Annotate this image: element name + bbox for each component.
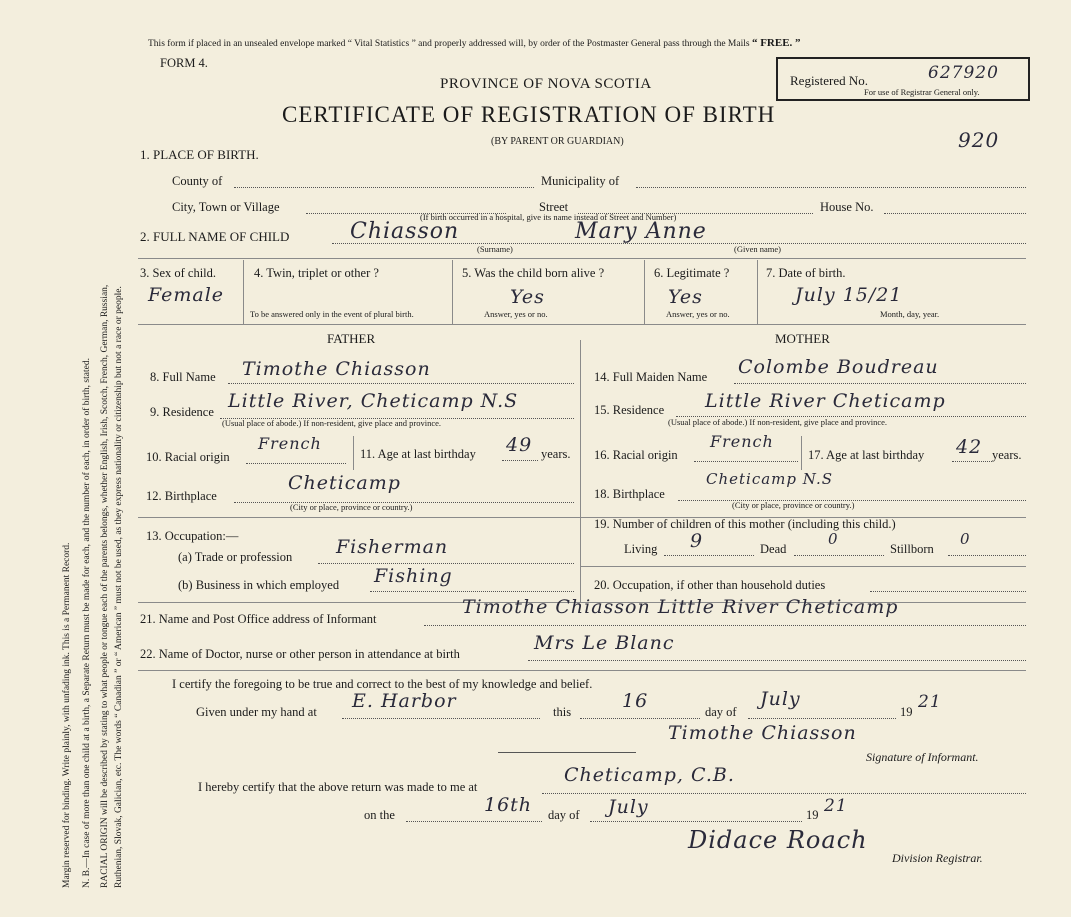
mother-residence-label: 15. Residence [594,403,665,417]
surname-caption: (Surname) [477,244,513,254]
child-given-value: Mary Anne [575,219,707,244]
registrar-month-value: July [608,796,649,818]
dob-note: Month, day, year. [880,309,940,319]
mother-name-label: 14. Full Maiden Name [594,370,708,384]
father-occupation-label: 13. Occupation:— [146,529,239,543]
sex-label: 3. Sex of child. [140,266,217,280]
informant-label: 21. Name and Post Office address of Informant [140,612,377,626]
registered-number: 627920 [928,63,999,83]
form-number: FORM 4. [160,56,208,70]
child-surname-value: Chiasson [350,219,460,244]
mother-residence-value: Little River Cheticamp [705,390,946,412]
corner-number: 920 [958,128,1000,152]
given-caption: (Given name) [734,244,781,254]
province-heading: PROVINCE OF NOVA SCOTIA [440,76,652,92]
father-race-label: 10. Racial origin [146,450,230,464]
informant-signature: Timothe Chiasson [668,722,857,744]
mother-occupation-label: 20. Occupation, if other than household duties [594,578,826,592]
binding-margin [0,0,132,917]
municipality-label: Municipality of [541,174,620,188]
dead-value: 0 [828,530,839,548]
mother-age-label: 17. Age at last birthday [808,448,925,462]
business-label: (b) Business in which employed [178,578,340,592]
registrar-signature: Didace Roach [688,826,868,854]
registrar-year-value: 21 [824,796,848,816]
city-label: City, Town or Village [172,200,280,214]
trade-label: (a) Trade or profession [178,550,293,564]
legitimate-note: Answer, yes or no. [666,309,730,319]
margin-note-nationality: Ruthenian, Slovak, Galician, etc. The words “ Canadian ” or “ American ” must not be used, as they express nationality or citizenship but not a race or people. [114,286,124,888]
living-value: 9 [690,530,704,552]
stillborn-value: 0 [960,530,971,548]
place-of-birth-label: 1. PLACE OF BIRTH. [140,147,259,162]
day-of-label: day of [705,705,737,719]
mother-race-value: French [710,432,774,451]
year-prefix: 19 [900,705,913,719]
informant-value: Timothe Chiasson Little River Cheticamp [462,596,899,618]
father-age-label: 11. Age at last birthday [360,447,476,461]
father-race-value: French [258,434,322,453]
mother-residence-note: (Usual place of abode.) If non-resident, give place and province. [668,417,888,427]
father-name-label: 8. Full Name [150,370,216,384]
mother-birthplace-value: Cheticamp N.S [706,470,833,488]
street-label: Street [539,200,569,214]
registration-box [776,57,1030,101]
margin-note-racial-origin: RACIAL ORIGIN will be described by stating to what people or tongue each of the parents belongs, whether English, Irish, Scotch, French, German, Russian, [100,284,110,888]
mother-birthplace-note: (City or place, province or country.) [732,500,855,510]
father-residence-note: (Usual place of abode.) If non-resident, give place and province. [222,418,442,428]
this-label: this [553,705,572,719]
dead-label: Dead [760,542,787,556]
postal-free: “ FREE. ” [751,37,801,49]
twin-note: To be answered only in the event of plural birth. [250,309,414,319]
given-label: Given under my hand at [196,705,317,719]
mother-age-years: years. [992,448,1022,462]
on-the-label: on the [364,808,395,822]
certificate-title: CERTIFICATE OF REGISTRATION OF BIRTH [282,102,776,127]
house-label: House No. [820,200,874,214]
father-age-value: 49 [506,434,533,456]
mother-age-value: 42 [956,436,983,458]
year-value: 21 [918,692,942,712]
hospital-note: (If birth occurred in a hospital, give its name instead of Street and Number) [420,212,677,222]
children-count-label: 19. Number of children of this mother (including this child.) [594,517,896,531]
registrar-day-of-label: day of [548,808,580,822]
informant-signature-label: Signature of Informant. [866,750,979,764]
certificate-subtitle: (BY PARENT OR GUARDIAN) [491,136,624,147]
trade-value: Fisherman [336,536,449,558]
father-residence-value: Little River, Cheticamp N.S [228,390,519,412]
registrar-place-value: Cheticamp, C.B. [564,764,735,786]
mother-heading: MOTHER [775,331,830,346]
living-label: Living [624,542,658,556]
father-name-value: Timothe Chiasson [242,358,431,380]
child-name-label: 2. FULL NAME OF CHILD [140,229,290,244]
given-place-value: E. Harbor [352,690,457,712]
father-age-years: years. [541,447,571,461]
registrar-certify-text: I hereby certify that the above return was made to me at [198,780,478,794]
legitimate-value: Yes [668,286,703,308]
registered-label: Registered No. [790,73,868,88]
twin-label: 4. Twin, triplet or other ? [254,266,379,280]
registrar-day-value: 16th [484,794,533,816]
margin-note-binding: Margin reserved for binding. Write plainly, with unfading ink. This is a Permanent Record. [62,542,72,888]
mother-birthplace-label: 18. Birthplace [594,487,665,501]
father-residence-label: 9. Residence [150,405,214,419]
mother-name-value: Colombe Boudreau [738,356,939,378]
father-birthplace-value: Cheticamp [288,472,401,494]
registrar-use-note: For use of Registrar General only. [864,87,980,97]
registrar-signature-label: Division Registrar. [892,851,983,865]
legitimate-label: 6. Legitimate ? [654,266,730,280]
month-value: July [760,688,801,710]
alive-note: Answer, yes or no. [484,309,548,319]
mother-race-label: 16. Racial origin [594,448,678,462]
father-heading: FATHER [327,331,376,346]
alive-label: 5. Was the child born alive ? [462,266,605,280]
dob-label: 7. Date of birth. [766,266,846,280]
certify-text: I certify the foregoing to be true and correct to the best of my knowledge and belief. [172,677,593,691]
doctor-label: 22. Name of Doctor, nurse or other person in attendance at birth [140,647,460,661]
day-value: 16 [622,690,649,712]
doctor-value: Mrs Le Blanc [534,632,675,654]
sex-value: Female [148,284,225,306]
margin-note-multiple-births: N. B.—In case of more than one child at a birth, a Separate Return must be made for each, and the number of each, in order of birth, stated. [82,358,92,888]
alive-value: Yes [510,286,545,308]
dob-value: July 15/21 [795,284,903,306]
father-birthplace-note: (City or place, province or country.) [290,502,413,512]
stillborn-label: Stillborn [890,542,934,556]
father-birthplace-label: 12. Birthplace [146,489,217,503]
postal-note: This form if placed in an unsealed envelope marked “ Vital Statistics ” and properly addressed will, by order of the Postmaster General pass through the Mails “ FREE. ” [148,37,801,49]
county-label: County of [172,174,223,188]
business-value: Fishing [374,565,453,587]
registrar-year-prefix: 19 [806,808,819,822]
